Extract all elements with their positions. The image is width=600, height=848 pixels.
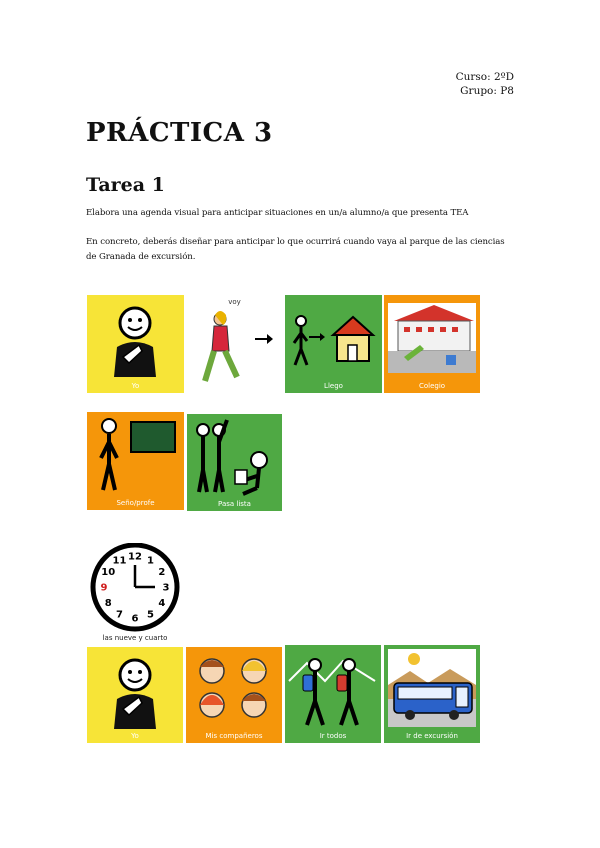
pictogram-label: Llego xyxy=(324,382,343,390)
instruction-paragraph: Elabora una agenda visual para anticipar situaciones en un/a alumno/a que presenta TEA xyxy=(86,208,469,218)
pictogram-llego xyxy=(285,295,382,393)
clock-number: 5 xyxy=(147,609,154,621)
arrive-home-icon xyxy=(285,295,382,393)
teacher-blackboard-icon xyxy=(87,412,184,510)
pictogram-label: Ir de excursión xyxy=(406,732,458,740)
clock-number: 10 xyxy=(101,567,116,578)
pictogram-label: Yo xyxy=(131,732,139,740)
pictogram-label: Seño/profe xyxy=(116,499,155,507)
pictogram-pasa-lista xyxy=(187,414,282,511)
walking-girl-icon xyxy=(187,295,282,393)
pictogram-colegio xyxy=(384,295,480,393)
pictogram-label: Ir todos xyxy=(319,732,347,740)
pictogram-excursion xyxy=(384,645,480,743)
pictogram-yo-2 xyxy=(87,647,183,743)
roll-call-icon xyxy=(187,414,282,511)
pictogram-reloj xyxy=(87,543,183,643)
grupo-label: Grupo: P8 xyxy=(460,85,514,97)
pictogram-label: Colegio xyxy=(418,382,446,390)
pictogram-companeros xyxy=(186,647,282,743)
classmates-icon xyxy=(186,647,282,743)
hikers-icon xyxy=(285,645,381,743)
person-icon xyxy=(87,647,183,743)
person-icon xyxy=(87,295,184,393)
pictogram-senorita xyxy=(87,412,184,510)
pictogram-label: Pasa lista xyxy=(218,500,251,508)
bus-trip-icon xyxy=(384,645,480,743)
clock-number: 11 xyxy=(112,555,127,567)
clock-number: 1 xyxy=(147,555,154,567)
clock-number: 2 xyxy=(158,567,166,578)
clock-number: 8 xyxy=(104,598,112,609)
pictogram-label: voy xyxy=(228,298,241,306)
task-heading: Tarea 1 xyxy=(86,174,165,196)
pictogram-voy xyxy=(187,295,282,393)
context-paragraph: En concreto, deberás diseñar para anticipar lo que ocurrirá cuando vaya al parque de las ciencias de Granada de excursión. xyxy=(86,237,505,262)
curso-label: Curso: 2ºD xyxy=(455,71,514,83)
clock-number: 12 xyxy=(128,551,142,563)
pictogram-yo xyxy=(87,295,184,393)
clock-number: 4 xyxy=(158,598,166,609)
clock-number: 6 xyxy=(131,613,139,625)
clock-icon xyxy=(87,543,183,643)
pictogram-label: Yo xyxy=(131,382,140,390)
pictogram-label: las nueve y cuarto xyxy=(102,634,168,642)
pictogram-ir-todos xyxy=(285,645,381,743)
course-info xyxy=(456,70,514,98)
clock-number: 9 xyxy=(100,582,108,594)
school-building-icon xyxy=(384,295,480,393)
page-title: PRÁCTICA 3 xyxy=(86,118,273,148)
clock-number: 3 xyxy=(162,582,170,594)
clock-number: 7 xyxy=(116,609,123,621)
pictogram-label: Mis compañeros xyxy=(205,732,263,740)
